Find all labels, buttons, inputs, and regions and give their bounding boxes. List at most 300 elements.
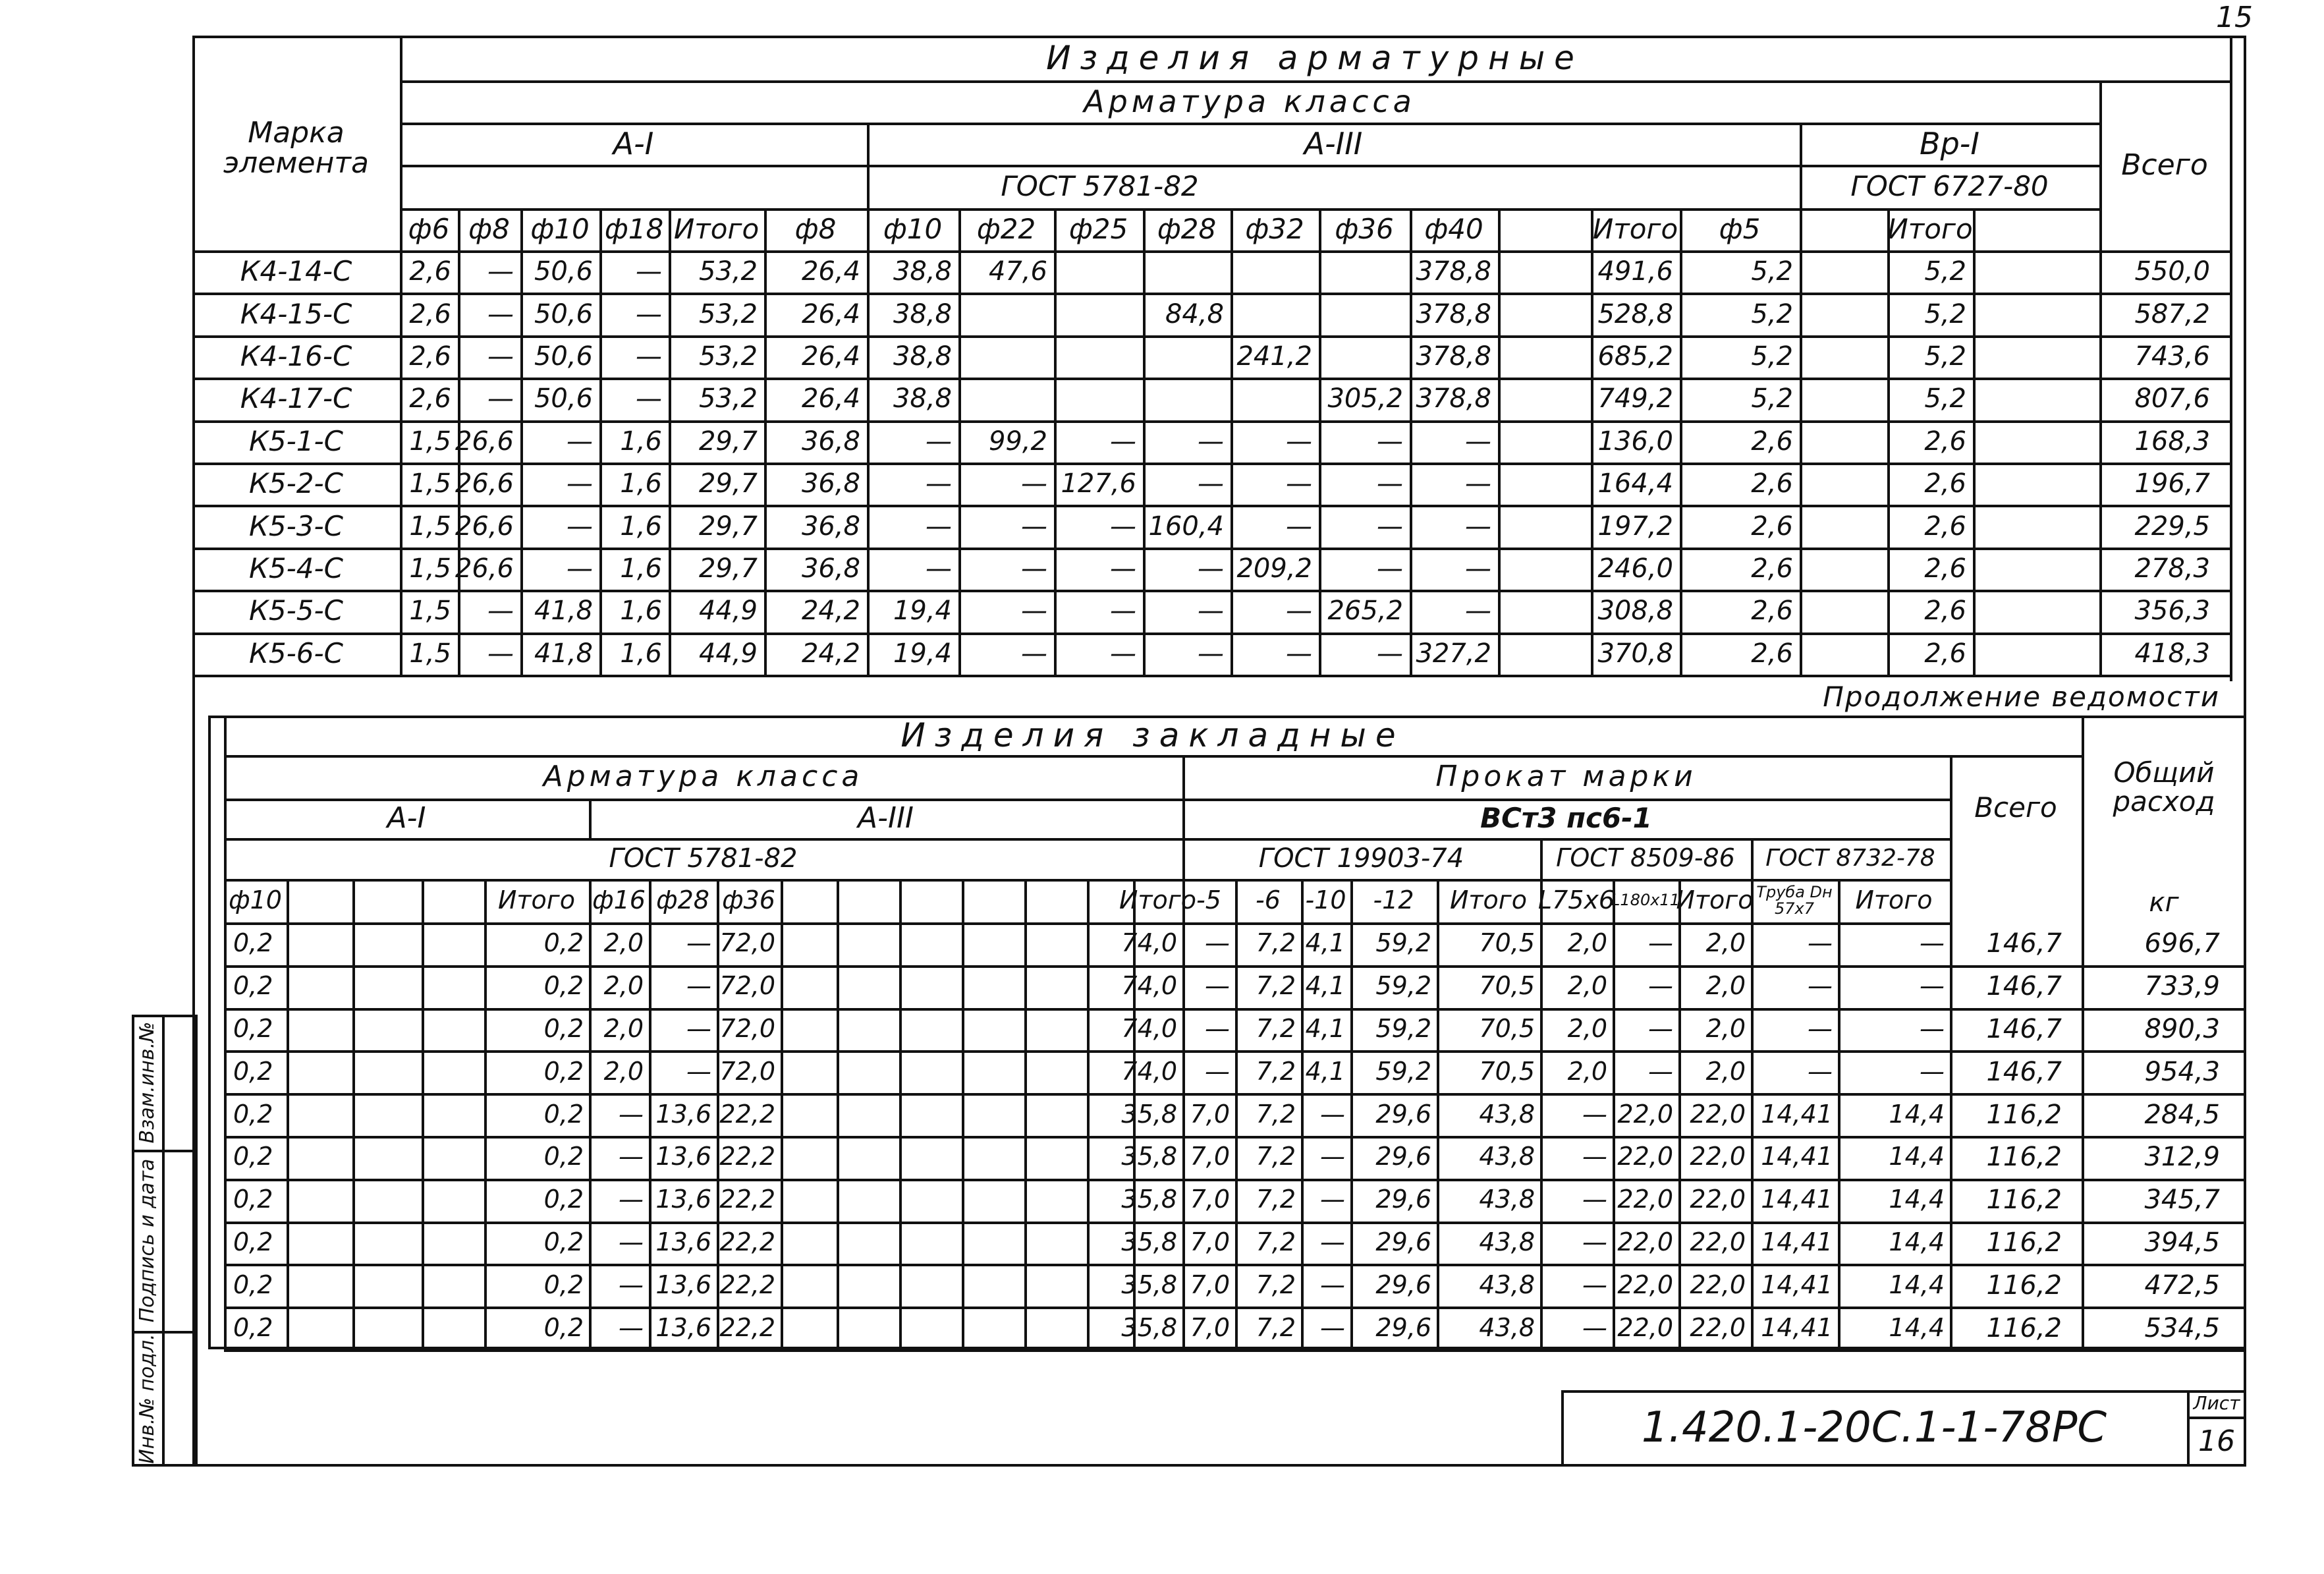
table-cell: 2,6: [1924, 511, 1966, 542]
table-cell: 7,0: [1190, 1312, 1230, 1342]
table-cell: [287, 1307, 347, 1349]
table-cell: 22,0: [1690, 1227, 1746, 1257]
side-stamp-divider: [162, 1015, 165, 1467]
table-cell: [1800, 335, 1881, 378]
table-cell: —: [1021, 511, 1047, 542]
grid-line: [224, 879, 227, 1349]
table-cell: 2,6: [1751, 596, 1793, 627]
table-cell: —: [1582, 1185, 1607, 1214]
table-cell: —: [636, 298, 662, 329]
table-cell: 0,2: [543, 1142, 584, 1171]
emb-col-header: ф36: [722, 885, 775, 915]
table-cell: —: [1808, 971, 1833, 1001]
table-cell: 7,0: [1190, 1099, 1230, 1129]
table-cell: 1,5: [409, 511, 451, 542]
table-cell: [1498, 378, 1584, 420]
table-cell: [287, 1050, 347, 1093]
table-cell: —: [1110, 426, 1136, 457]
table-cell: 491,6: [1597, 256, 1673, 287]
row-general: 312,9: [2144, 1142, 2220, 1173]
table-cell: —: [487, 596, 514, 627]
table-cell: 22,2: [719, 1099, 775, 1129]
table-cell: [287, 965, 347, 1008]
table-cell: 2,0: [1705, 928, 1746, 958]
table-cell: 36,8: [801, 468, 860, 499]
table-cell: 241,2: [1236, 341, 1312, 372]
row-general: 733,9: [2144, 971, 2220, 1002]
table-cell: —: [1582, 1312, 1607, 1342]
reinf-class-header: Арматура класса: [1084, 83, 1416, 119]
table-cell: —: [926, 426, 952, 457]
table-cell: —: [487, 341, 514, 372]
table-cell: —: [636, 383, 662, 414]
emb-col-header: [962, 879, 1024, 922]
table-cell: —: [1110, 511, 1136, 542]
table-cell: 26,6: [455, 511, 514, 542]
table-cell: [962, 922, 1019, 965]
row-total: 229,5: [2134, 511, 2210, 542]
table-cell: [781, 1093, 831, 1136]
reinf-col-header: ф8: [794, 212, 837, 245]
table-cell: 1,6: [620, 638, 662, 669]
table-cell: 22,0: [1690, 1312, 1746, 1342]
table-cell: 29,6: [1375, 1142, 1431, 1171]
table-cell: [1498, 293, 1584, 335]
table-cell: [1498, 250, 1584, 293]
table-cell: [837, 1136, 894, 1179]
table-cell: 29,6: [1375, 1227, 1431, 1257]
reinf-col-header: ф32: [1245, 212, 1304, 245]
row-total: 116,2: [1986, 1227, 2062, 1258]
row-total: 743,6: [2134, 341, 2210, 372]
table-cell: —: [1582, 1270, 1607, 1299]
reinf-col-header: ф36: [1335, 212, 1394, 245]
table-cell: 7,0: [1190, 1185, 1230, 1214]
side-stamp-signature: Подпись и дата: [135, 1158, 159, 1323]
table-cell: 7,2: [1256, 928, 1296, 958]
continuation-label: Продолжение ведомости: [1823, 680, 2220, 713]
table-cell: 24,2: [801, 638, 860, 669]
table-cell: 26,4: [801, 341, 860, 372]
table-cell: [1024, 1179, 1082, 1222]
table-cell: 14,41: [1761, 1099, 1833, 1129]
table-cell: 72,0: [719, 928, 775, 958]
row-total: 116,2: [1986, 1099, 2062, 1130]
table-cell: 685,2: [1597, 341, 1673, 372]
table-cell: 2,0: [1705, 1056, 1746, 1086]
table-cell: 0,2: [543, 1270, 584, 1299]
emb-col-header: -6: [1256, 885, 1281, 915]
table-cell: —: [926, 553, 952, 584]
table-cell: 26,4: [801, 383, 860, 414]
table-cell: 24,2: [801, 596, 860, 627]
emb-col-header: L180х11: [1611, 891, 1680, 910]
table-cell: [1800, 293, 1881, 335]
table-cell: [1143, 378, 1224, 420]
table-cell: 74,0: [1121, 1014, 1177, 1044]
table-cell: —: [1205, 971, 1230, 1001]
table-cell: 72,0: [719, 971, 775, 1001]
table-cell: 4,1: [1305, 1056, 1345, 1086]
emb-class-header: Арматура класса: [543, 759, 864, 793]
table-cell: 84,8: [1165, 298, 1224, 329]
table-cell: 7,2: [1256, 971, 1296, 1001]
table-cell: —: [1205, 928, 1230, 958]
table-cell: 29,6: [1375, 1185, 1431, 1214]
table-cell: 29,7: [698, 553, 758, 584]
table-cell: 72,0: [719, 1056, 775, 1086]
table-cell: 35,8: [1121, 1185, 1177, 1214]
emb-col-header: [422, 879, 484, 922]
table-cell: 26,4: [801, 298, 860, 329]
reinf-col-header: Итого: [673, 212, 760, 245]
table-cell: 2,6: [409, 298, 451, 329]
table-cell: —: [1021, 596, 1047, 627]
table-cell: 14,41: [1761, 1312, 1833, 1342]
table-cell: 7,0: [1190, 1270, 1230, 1299]
table-cell: 70,5: [1479, 1056, 1535, 1086]
table-cell: 2,6: [1924, 426, 1966, 457]
table-cell: 14,4: [1889, 1142, 1945, 1171]
reinf-col-header: ф18: [604, 212, 664, 245]
table-cell: 5,2: [1751, 341, 1793, 372]
table-cell: [1498, 548, 1584, 590]
table-cell: 36,8: [801, 553, 860, 584]
reinf-col-header: ф6: [408, 212, 450, 245]
table-cell: [781, 1050, 831, 1093]
table-cell: [837, 1008, 894, 1051]
row-total: 146,7: [1986, 1013, 2062, 1044]
table-cell: 26,6: [455, 553, 514, 584]
reinf-col-header: ф10: [883, 212, 943, 245]
table-cell: 2,6: [409, 256, 451, 287]
table-cell: 13,6: [655, 1270, 711, 1299]
table-cell: 22,0: [1690, 1099, 1746, 1129]
table-cell: 0,2: [543, 1056, 584, 1086]
table-cell: 74,0: [1121, 1056, 1177, 1086]
table-cell: 0,2: [233, 1312, 273, 1342]
table-cell: —: [1920, 1014, 1945, 1044]
table-cell: 2,0: [603, 971, 644, 1001]
table-cell: [1800, 548, 1881, 590]
table-cell: 2,6: [1924, 596, 1966, 627]
table-cell: 1,5: [409, 468, 451, 499]
table-cell: 1,6: [620, 596, 662, 627]
side-stamp-inv: Инв.№ подл.: [135, 1334, 159, 1464]
table-cell: 22,0: [1690, 1270, 1746, 1299]
sheet-label: Лист: [2193, 1392, 2240, 1415]
table-cell: —: [1110, 596, 1136, 627]
grid-line: [192, 675, 2230, 677]
table-cell: 246,0: [1597, 553, 1673, 584]
table-cell: 370,8: [1597, 638, 1673, 669]
row-general: 534,5: [2144, 1312, 2220, 1343]
table-cell: [1231, 250, 1312, 293]
table-cell: 5,2: [1924, 298, 1966, 329]
table-cell: —: [1465, 468, 1491, 499]
table-cell: 209,2: [1236, 553, 1312, 584]
table-cell: —: [567, 511, 593, 542]
emb-col-header: Итого: [1119, 885, 1197, 915]
table-cell: 14,4: [1889, 1227, 1945, 1257]
table-cell: —: [1286, 596, 1312, 627]
table-cell: —: [1286, 638, 1312, 669]
table-cell: —: [1198, 468, 1224, 499]
table-cell: —: [686, 1056, 711, 1086]
table-cell: —: [1377, 638, 1403, 669]
emb-group-a3: А-III: [858, 801, 914, 835]
table-cell: 528,8: [1597, 298, 1673, 329]
table-cell: 265,2: [1327, 596, 1403, 627]
table-cell: 2,6: [409, 383, 451, 414]
table-cell: 13,6: [655, 1142, 711, 1171]
table-cell: 22,0: [1617, 1185, 1673, 1214]
table-cell: 53,2: [698, 383, 758, 414]
emb-general-header: Общий расход: [2113, 756, 2215, 818]
table-cell: [422, 1264, 479, 1307]
row-total: 278,3: [2134, 553, 2210, 584]
emb-col-header: [899, 879, 962, 922]
table-cell: [352, 1050, 416, 1093]
table-cell: 5,2: [1924, 256, 1966, 287]
table-cell: 2,0: [1567, 971, 1607, 1001]
table-cell: [899, 922, 956, 965]
table-cell: 22,0: [1617, 1099, 1673, 1129]
table-cell: [352, 1222, 416, 1264]
table-cell: 53,2: [698, 256, 758, 287]
table-cell: 14,4: [1889, 1270, 1945, 1299]
table-cell: [899, 1307, 956, 1349]
table-cell: 22,0: [1617, 1142, 1673, 1171]
table-cell: 19,4: [893, 596, 952, 627]
table-cell: [422, 1179, 479, 1222]
table-cell: 14,41: [1761, 1142, 1833, 1171]
table-cell: 1,5: [409, 553, 451, 584]
table-cell: —: [619, 1185, 644, 1214]
table-cell: 378,8: [1416, 341, 1491, 372]
emb-col-header: Итого: [1449, 885, 1528, 915]
table-cell: 38,8: [893, 383, 952, 414]
table-cell: [1800, 378, 1881, 420]
table-cell: —: [1286, 511, 1312, 542]
table-cell: [899, 1179, 956, 1222]
table-cell: —: [567, 426, 593, 457]
table-cell: 1,6: [620, 511, 662, 542]
table-cell: 7,0: [1190, 1227, 1230, 1257]
table-cell: 13,6: [655, 1185, 711, 1214]
table-cell: [1024, 1136, 1082, 1179]
table-cell: [352, 1008, 416, 1051]
table-cell: [1498, 505, 1584, 547]
table-cell: —: [1021, 638, 1047, 669]
table-cell: [837, 1093, 894, 1136]
table-cell: [962, 1136, 1019, 1179]
row-mark: К4-14-С: [240, 255, 352, 288]
table-cell: [1498, 463, 1584, 505]
table-cell: 2,6: [1751, 511, 1793, 542]
table-cell: 43,8: [1479, 1099, 1535, 1129]
table-cell: 2,0: [603, 928, 644, 958]
grid-line: [224, 1349, 2246, 1352]
table-cell: —: [1582, 1227, 1607, 1257]
table-cell: —: [1377, 511, 1403, 542]
table-cell: 99,2: [988, 426, 1047, 457]
table-cell: 1,5: [409, 638, 451, 669]
table-cell: 2,6: [1751, 638, 1793, 669]
table-cell: 13,6: [655, 1312, 711, 1342]
table-cell: 44,9: [698, 596, 758, 627]
table-cell: 308,8: [1597, 596, 1673, 627]
table-cell: 136,0: [1597, 426, 1673, 457]
table-cell: [287, 1008, 347, 1051]
table-cell: 35,8: [1121, 1099, 1177, 1129]
table-cell: —: [636, 341, 662, 372]
table-cell: —: [1286, 468, 1312, 499]
table-cell: [837, 1050, 894, 1093]
emb-title: Изделия закладные: [900, 716, 1405, 754]
table-cell: —: [1648, 1014, 1673, 1044]
table-cell: [1231, 378, 1312, 420]
table-cell: —: [686, 928, 711, 958]
table-cell: 14,41: [1761, 1185, 1833, 1214]
emb-col-header: Итого: [1676, 885, 1754, 915]
table-cell: [1319, 335, 1403, 378]
row-total: 587,2: [2134, 298, 2210, 329]
table-cell: [352, 922, 416, 965]
table-cell: 7,2: [1256, 1270, 1296, 1299]
table-cell: [352, 1136, 416, 1179]
emb-col-header: Итого: [1855, 885, 1933, 915]
table-cell: 22,0: [1617, 1270, 1673, 1299]
table-cell: [1800, 420, 1881, 463]
emb-col-header: Труба Dн 57х7: [1756, 882, 1833, 918]
table-cell: [1143, 335, 1224, 378]
table-cell: 2,0: [1567, 1014, 1607, 1044]
table-cell: 29,7: [698, 511, 758, 542]
table-cell: [287, 1093, 347, 1136]
table-cell: —: [1320, 1099, 1345, 1129]
table-cell: [962, 1008, 1019, 1051]
table-cell: —: [1320, 1227, 1345, 1257]
reinf-col-header: [1498, 208, 1591, 250]
table-cell: 7,2: [1256, 1056, 1296, 1086]
table-cell: 50,6: [534, 383, 593, 414]
table-cell: [837, 922, 894, 965]
table-cell: 7,2: [1256, 1227, 1296, 1257]
table-cell: [958, 378, 1047, 420]
table-cell: 749,2: [1597, 383, 1673, 414]
table-cell: —: [1198, 553, 1224, 584]
table-cell: 2,0: [1705, 971, 1746, 1001]
table-cell: 35,8: [1121, 1142, 1177, 1171]
table-cell: [781, 1008, 831, 1051]
table-cell: 1,5: [409, 426, 451, 457]
row-mark: К5-5-С: [249, 594, 343, 627]
reinf-group-a1: А-I: [613, 125, 654, 161]
table-cell: [962, 1307, 1019, 1349]
table-cell: [1054, 293, 1136, 335]
table-cell: [1498, 335, 1584, 378]
table-cell: —: [487, 298, 514, 329]
row-mark: К5-3-С: [249, 509, 343, 542]
table-cell: [899, 965, 956, 1008]
table-cell: [422, 1050, 479, 1093]
table-cell: —: [686, 1014, 711, 1044]
table-cell: 70,5: [1479, 1014, 1535, 1044]
table-cell: 29,6: [1375, 1312, 1431, 1342]
table-cell: 38,8: [893, 256, 952, 287]
table-cell: 19,4: [893, 638, 952, 669]
table-cell: 22,0: [1690, 1185, 1746, 1214]
table-cell: [352, 1093, 416, 1136]
table-cell: [899, 1264, 956, 1307]
table-cell: 7,0: [1190, 1142, 1230, 1171]
row-total: 116,2: [1986, 1270, 2062, 1301]
table-cell: 43,8: [1479, 1142, 1535, 1171]
table-cell: —: [1808, 1056, 1833, 1086]
table-cell: [287, 1136, 347, 1179]
table-cell: 305,2: [1327, 383, 1403, 414]
row-total: 116,2: [1986, 1312, 2062, 1343]
reinf-group-vr1: Вр-I: [1920, 125, 1979, 161]
table-cell: —: [1920, 971, 1945, 1001]
reinf-gost-6727: ГОСТ 6727-80: [1850, 169, 2049, 202]
row-total: 807,6: [2134, 383, 2210, 414]
table-cell: [1024, 1008, 1082, 1051]
table-cell: [287, 1222, 347, 1264]
table-cell: —: [1920, 1056, 1945, 1086]
table-cell: 2,6: [1751, 553, 1793, 584]
reinf-col-header: Итого: [1592, 212, 1678, 245]
grid-line: [1973, 208, 1976, 675]
table-cell: 53,2: [698, 341, 758, 372]
table-cell: 14,41: [1761, 1227, 1833, 1257]
reinf-mark-header: Марка элемента: [223, 115, 369, 180]
emb-grade: ВСт3 пс6-1: [1480, 801, 1652, 834]
table-cell: 0,2: [543, 1099, 584, 1129]
table-cell: 7,2: [1256, 1099, 1296, 1129]
table-cell: 0,2: [233, 1099, 273, 1129]
table-cell: [1024, 1222, 1082, 1264]
table-cell: 50,6: [534, 256, 593, 287]
table-cell: 2,6: [409, 341, 451, 372]
frame-right-inner-line: [2230, 36, 2232, 681]
table-cell: 5,2: [1751, 256, 1793, 287]
table-cell: —: [1377, 426, 1403, 457]
reinf-gost-5781: ГОСТ 5781-82: [1001, 169, 1199, 202]
table-cell: [1800, 632, 1881, 675]
table-cell: 43,8: [1479, 1227, 1535, 1257]
emb-col-header: [352, 879, 422, 922]
table-cell: [1054, 378, 1136, 420]
table-cell: —: [1465, 511, 1491, 542]
table-cell: [781, 1222, 831, 1264]
table-cell: 22,0: [1617, 1312, 1673, 1342]
table-cell: 59,2: [1375, 1014, 1431, 1044]
table-cell: 2,6: [1924, 638, 1966, 669]
table-cell: 7,2: [1256, 1014, 1296, 1044]
emb-unit: кг: [2149, 887, 2179, 918]
table-cell: —: [1205, 1056, 1230, 1086]
table-cell: 44,9: [698, 638, 758, 669]
reinf-group-a3: А-III: [1304, 125, 1363, 161]
table-cell: 1,5: [409, 596, 451, 627]
table-cell: [1024, 1307, 1082, 1349]
row-general: 345,7: [2144, 1185, 2220, 1216]
table-cell: 0,2: [233, 1014, 273, 1044]
emb-gost-19903: ГОСТ 19903-74: [1258, 843, 1464, 874]
table-cell: 59,2: [1375, 1056, 1431, 1086]
